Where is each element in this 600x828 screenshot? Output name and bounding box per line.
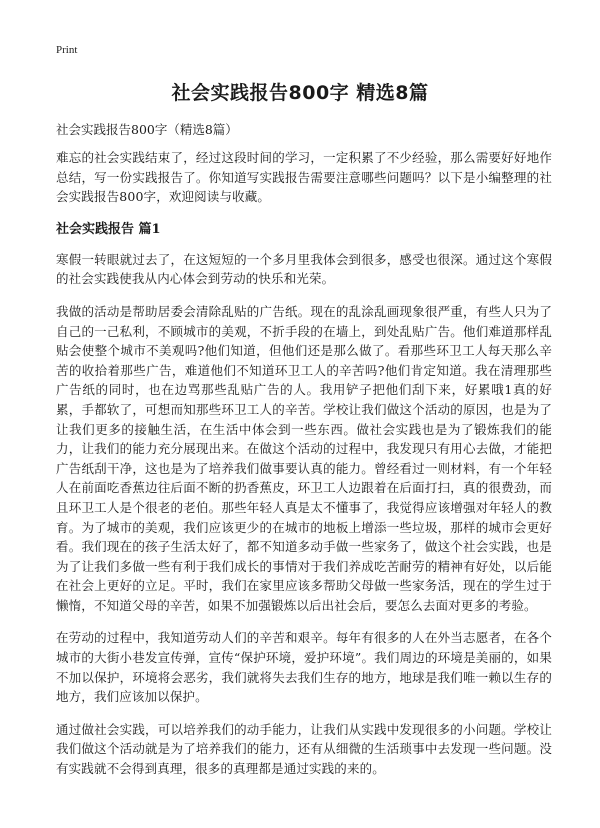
body-paragraph-3: 在劳动的过程中，我知道劳动人们的辛苦和艰辛。每年有很多的人在外当志愿者，在各个城市的大街小巷发宣传弹，宣传“保护环境，爱护环境”。我们周边的环境是美丽的，如果不加以保护，环境将会恶劣，我们就将失去我们生存的地方，地球是我们唯一赖以生存的地方，我们应该加以保护。 [56,630,552,705]
body-paragraph-4: 通过做社会实践，可以培养我们的动手能力，让我们从实践中发现很多的小问题。学校让我们做这个活动就是为了培养我们的能力，还有从细微的生活琐事中去发现一些问题。没有实践就不会得到真理，很多的真理都是通过实践的来的。 [56,721,552,777]
print-link[interactable]: Print [56,44,78,56]
body-paragraph-1: 寒假一转眼就过去了，在这短短的一个多月里我体会到很多，感受也很深。通过这个寒假的社会实践使我从内心体会到劳动的快乐和光荣。 [56,251,552,287]
document-subtitle: 社会实践报告800字（精选8篇） [56,122,238,137]
document-body [56,120,552,792]
body-paragraph-2: 我做的活动是帮助居委会清除乱贴的广告纸。现在的乱涂乱画现象很严重，有些人只为了自己的一己私利，不顾城市的美观，不折手段的在墙上，到处乱贴广告。他们难道那样乱贴会使整个城市不美观吗?他们知道，但他们还是那么做了。看那些环卫工人每天那么辛苦的收拾着那些广告，难道他们不知道环卫工人的辛苦吗?他们肯定知道。我在清理那些广告纸的同时，也在边骂那些乱贴广告的人。我用铲子把他们刮下来，好累哦1真的好累，手都软了，可想而知那些环卫工人的辛苦。学校让我们做这个活动的原因，也是为了让我们更多的接触生活，在生活中体会到一些东西。做社会实践也是为了锻炼我们的能力，让我们的能力充分展现出来。在做这个活动的过程中，我发现只有用心去做，才能把广告纸刮干净，这也是为了培养我们做事要认真的能力。曾经看过一则材料，有一个年轻人在前面吃香蕉边往后面不断的扔香蕉皮，环卫工人边跟着在后面打扫，真的很费劲，而且环卫工人是个很老的老伯。那些年轻人真是太不懂事了，我觉得应该增强对年轻人的教育。为了城市的美观，我们应该更少的在城市的地板上增添一些垃圾，那样的城市会更好看。我们现在的孩子生活太好了，都不知道多动手做一些家务了，做这个社会实践，也是为了让我们多做一些有利于我们成长的事情对于我们养成吃苦耐劳的精神有好处，以后能在社会上更好的立足。平时，我们在家里应该多帮助父母做一些家务活，现在的学生过于懒惰，不知道父母的辛苦，如果不加强锻炼以后出社会后，要怎么去面对更多的考验。 [56,303,552,613]
page-title: 社会实践报告800字 精选8篇 [171,82,429,104]
intro-paragraph: 难忘的社会实践结束了，经过这段时间的学习，一定积累了不少经验，那么需要好好地作总结，写一份实践报告了。你知道写实践报告需要注意哪些问题吗？以下是小编整理的社会实践报告800字，欢迎阅读与收藏。 [56,150,552,205]
section-heading: 社会实践报告 篇1 [56,221,161,237]
